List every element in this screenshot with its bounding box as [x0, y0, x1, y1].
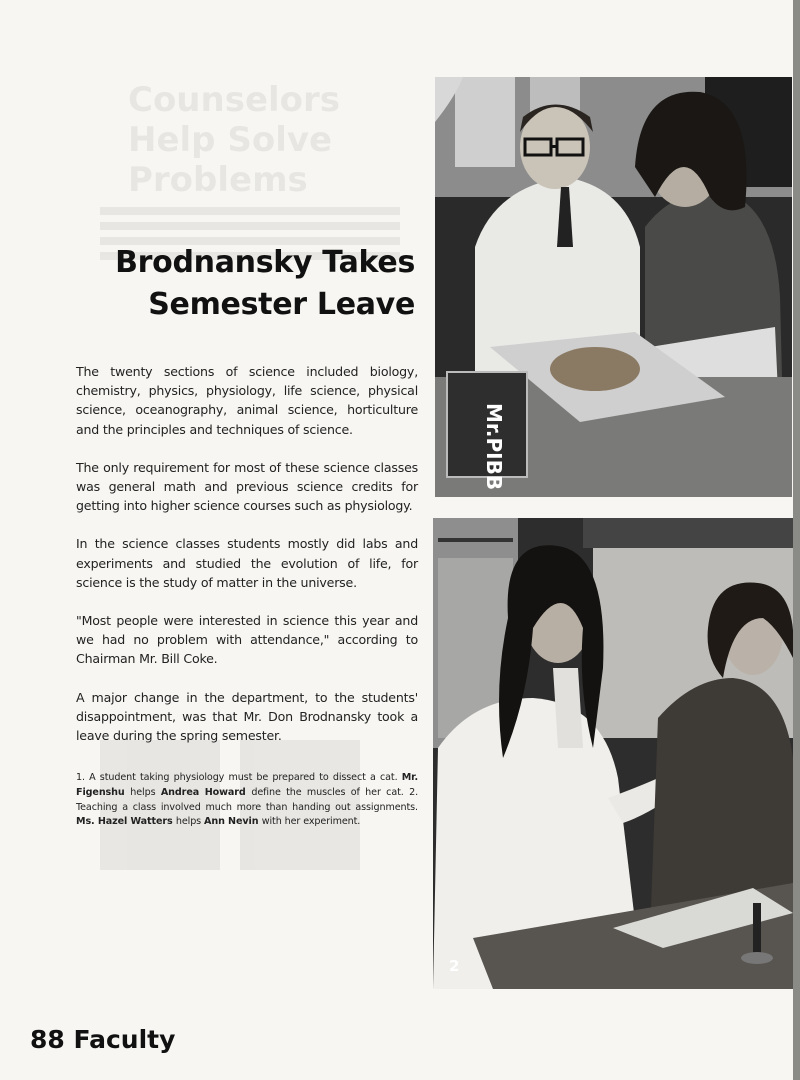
article-headline — [95, 242, 415, 326]
photo-caption — [76, 771, 418, 830]
photo-experiment-image — [433, 518, 793, 989]
ghost-title: Counselors Help Solve Problems — [128, 80, 341, 200]
ghost-line — [100, 207, 400, 215]
photo-dissection-image — [435, 77, 792, 497]
headline-line-1: Brodnansky Takes — [115, 245, 415, 281]
photo-dissection — [435, 77, 792, 497]
photo-experiment — [433, 518, 793, 989]
body-paragraph: The twenty sections of science included biology, chemistry, physics, physiology, life science, physical science, oceanography, animal science, horticulture and the principles and techniques of science. — [76, 364, 418, 437]
caption-text: 1. A student taking physiology must be prepared to dissect a cat. — [76, 772, 402, 783]
headline-line-2: Semester Leave — [148, 287, 415, 323]
caption-name: Mr. Figenshu — [76, 772, 418, 798]
caption-text: helps — [175, 816, 205, 828]
page-edge — [793, 0, 800, 1080]
body-paragraph: "Most people were interested in science this year and we had no problem with attendance," according to Chairman Mr. Bill Coke. — [76, 613, 418, 667]
article-body — [76, 362, 418, 764]
caption-name: Andrea Howard — [160, 786, 252, 798]
page-footer: 88 Faculty — [30, 1025, 176, 1054]
photo-number: 2 — [449, 957, 460, 975]
body-paragraph: In the science classes students mostly did labs and experiments and studied the evolution of life, for science is the study of matter in the universe. — [76, 536, 418, 590]
caption-name: Ann Nevin — [204, 816, 262, 828]
body-paragraph: The only requirement for most of these science classes was general math and previous science credits for getting into higher science courses such as physiology. — [76, 459, 418, 514]
caption-name: Ms. Hazel Watters — [76, 816, 176, 828]
ghost-line — [100, 222, 400, 230]
caption-text: helps — [130, 786, 161, 798]
caption-text: define the muscles of her cat. 2. Teaching a class involved much more than handing out assignments. — [76, 786, 419, 813]
body-paragraph: A major change in the department, to the students' disappointment, was that Mr. Don Brodnansky took a leave during the spring semester. — [76, 689, 418, 744]
caption-text: with her experiment. — [261, 816, 361, 828]
pibb-box-label: Mr.PIBB — [482, 403, 506, 491]
